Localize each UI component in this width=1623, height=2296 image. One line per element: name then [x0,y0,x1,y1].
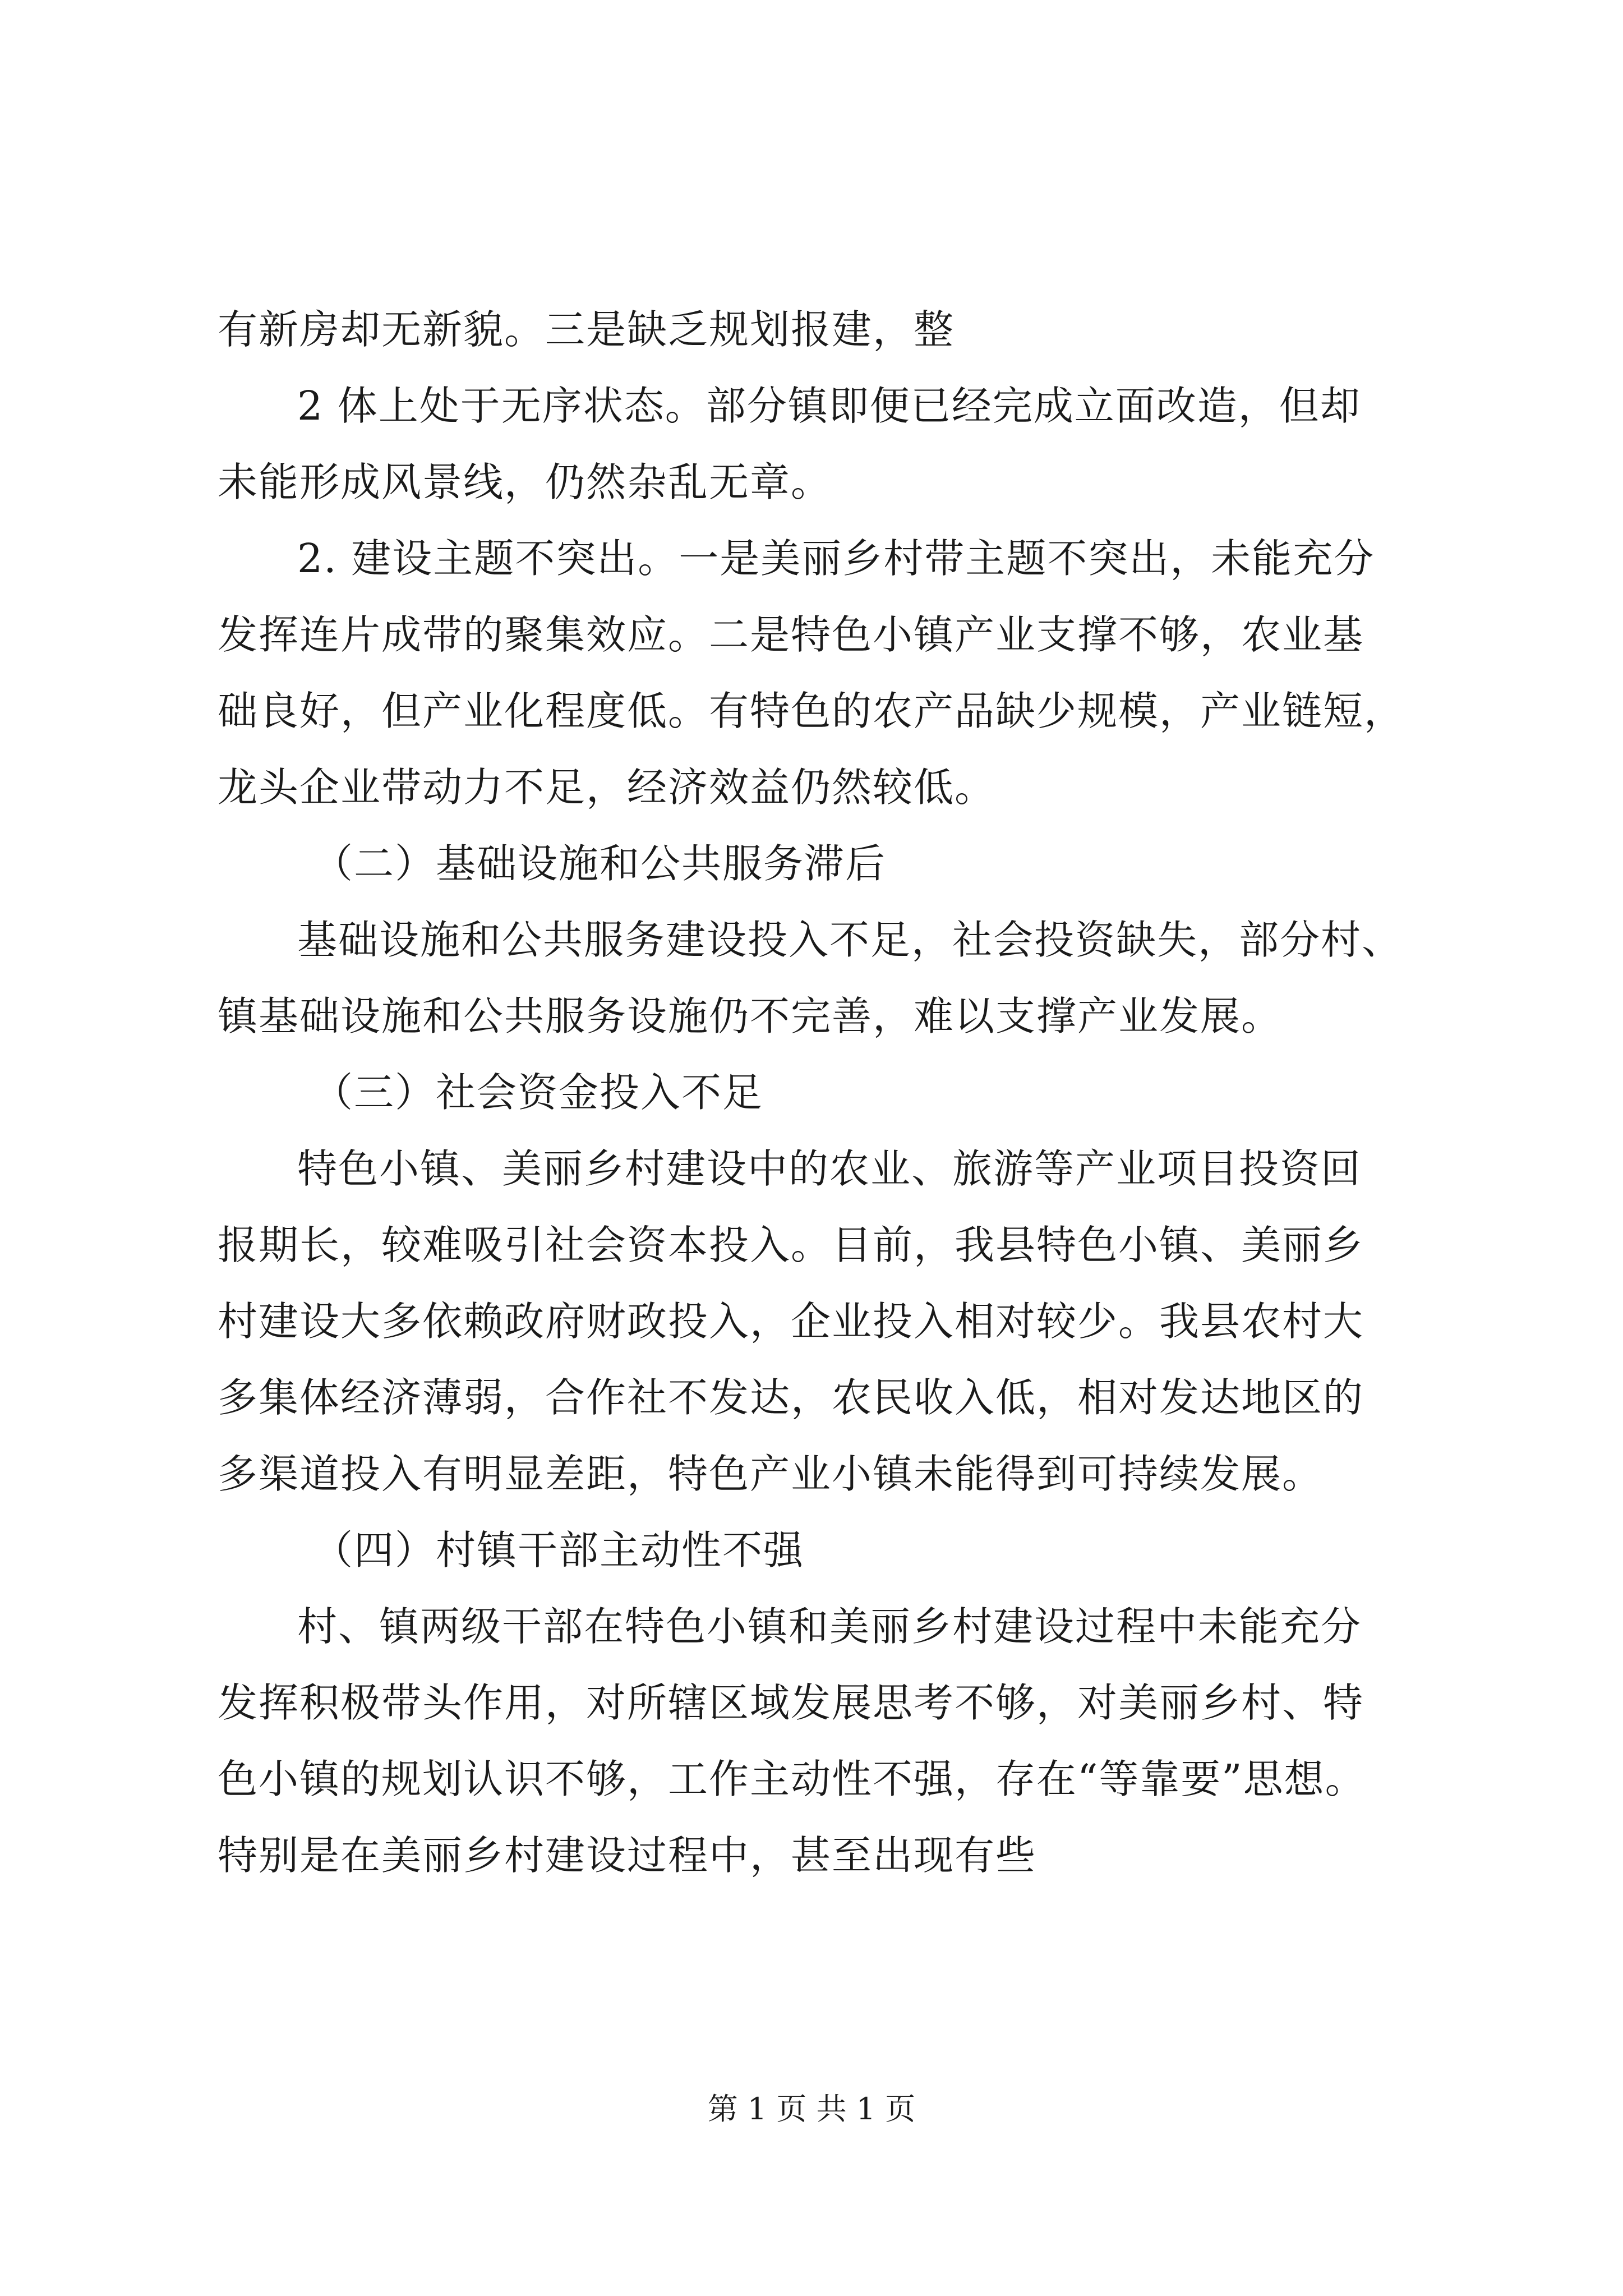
page-footer [0,2090,1623,2129]
text-line: 多集体经济薄弱，合作社不发达，农民收入低，相对发达地区的 [218,1374,1364,1421]
document-body [218,292,1423,1894]
section-heading: （二）基础设施和公共服务滞后 [313,840,887,887]
text-line: 特色小镇、美丽乡村建设中的农业、旅游等产业项目投资回 [297,1145,1362,1192]
text-line: 基础设施和公共服务建设投入不足，社会投资缺失，部分村、 [297,917,1403,963]
text-line: 础良好，但产业化程度低。有特色的农产品缺少规模，产业链短， [218,688,1405,734]
text-line: 发挥连片成带的聚集效应。二是特色小镇产业支撑不够，农业基 [218,611,1364,658]
section-heading: （三）社会资金投入不足 [313,1069,764,1116]
text-line: 发挥积极带头作用，对所辖区域发展思考不够，对美丽乡村、特 [218,1680,1364,1726]
text-line: 龙头企业带动力不足，经济效益仍然较低。 [218,764,996,811]
text-line: 特别是在美丽乡村建设过程中，甚至出现有些 [218,1832,1037,1879]
text-line: 报期长，较难吸引社会资本投入。目前，我县特色小镇、美丽乡 [218,1222,1364,1268]
text-line: 村建设大多依赖政府财政投入，企业投入相对较少。我县农村大 [218,1298,1364,1345]
text-line: 村、镇两级干部在特色小镇和美丽乡村建设过程中未能充分 [297,1603,1362,1650]
section-heading: （四）村镇干部主动性不强 [313,1527,805,1573]
text-line: 2. 建设主题不突出。一是美丽乡村带主题不突出，未能充分 [297,535,1375,582]
page-number-label: 第 1 页 共 1 页 [707,2091,916,2127]
text-line: 多渠道投入有明显差距，特色产业小镇未能得到可持续发展。 [218,1451,1324,1497]
text-line: 镇基础设施和公共服务设施仍不完善，难以支撑产业发展。 [218,993,1283,1039]
text-line: 色小镇的规划认识不够，工作主动性不强，存在“等靠要”思想。 [218,1756,1366,1802]
text-line: 2 体上处于无序状态。部分镇即便已经完成立面改造，但却 [297,383,1361,429]
text-line: 有新房却无新貌。三是缺乏规划报建，整 [218,306,955,353]
text-line: 未能形成风景线，仍然杂乱无章。 [218,459,832,505]
